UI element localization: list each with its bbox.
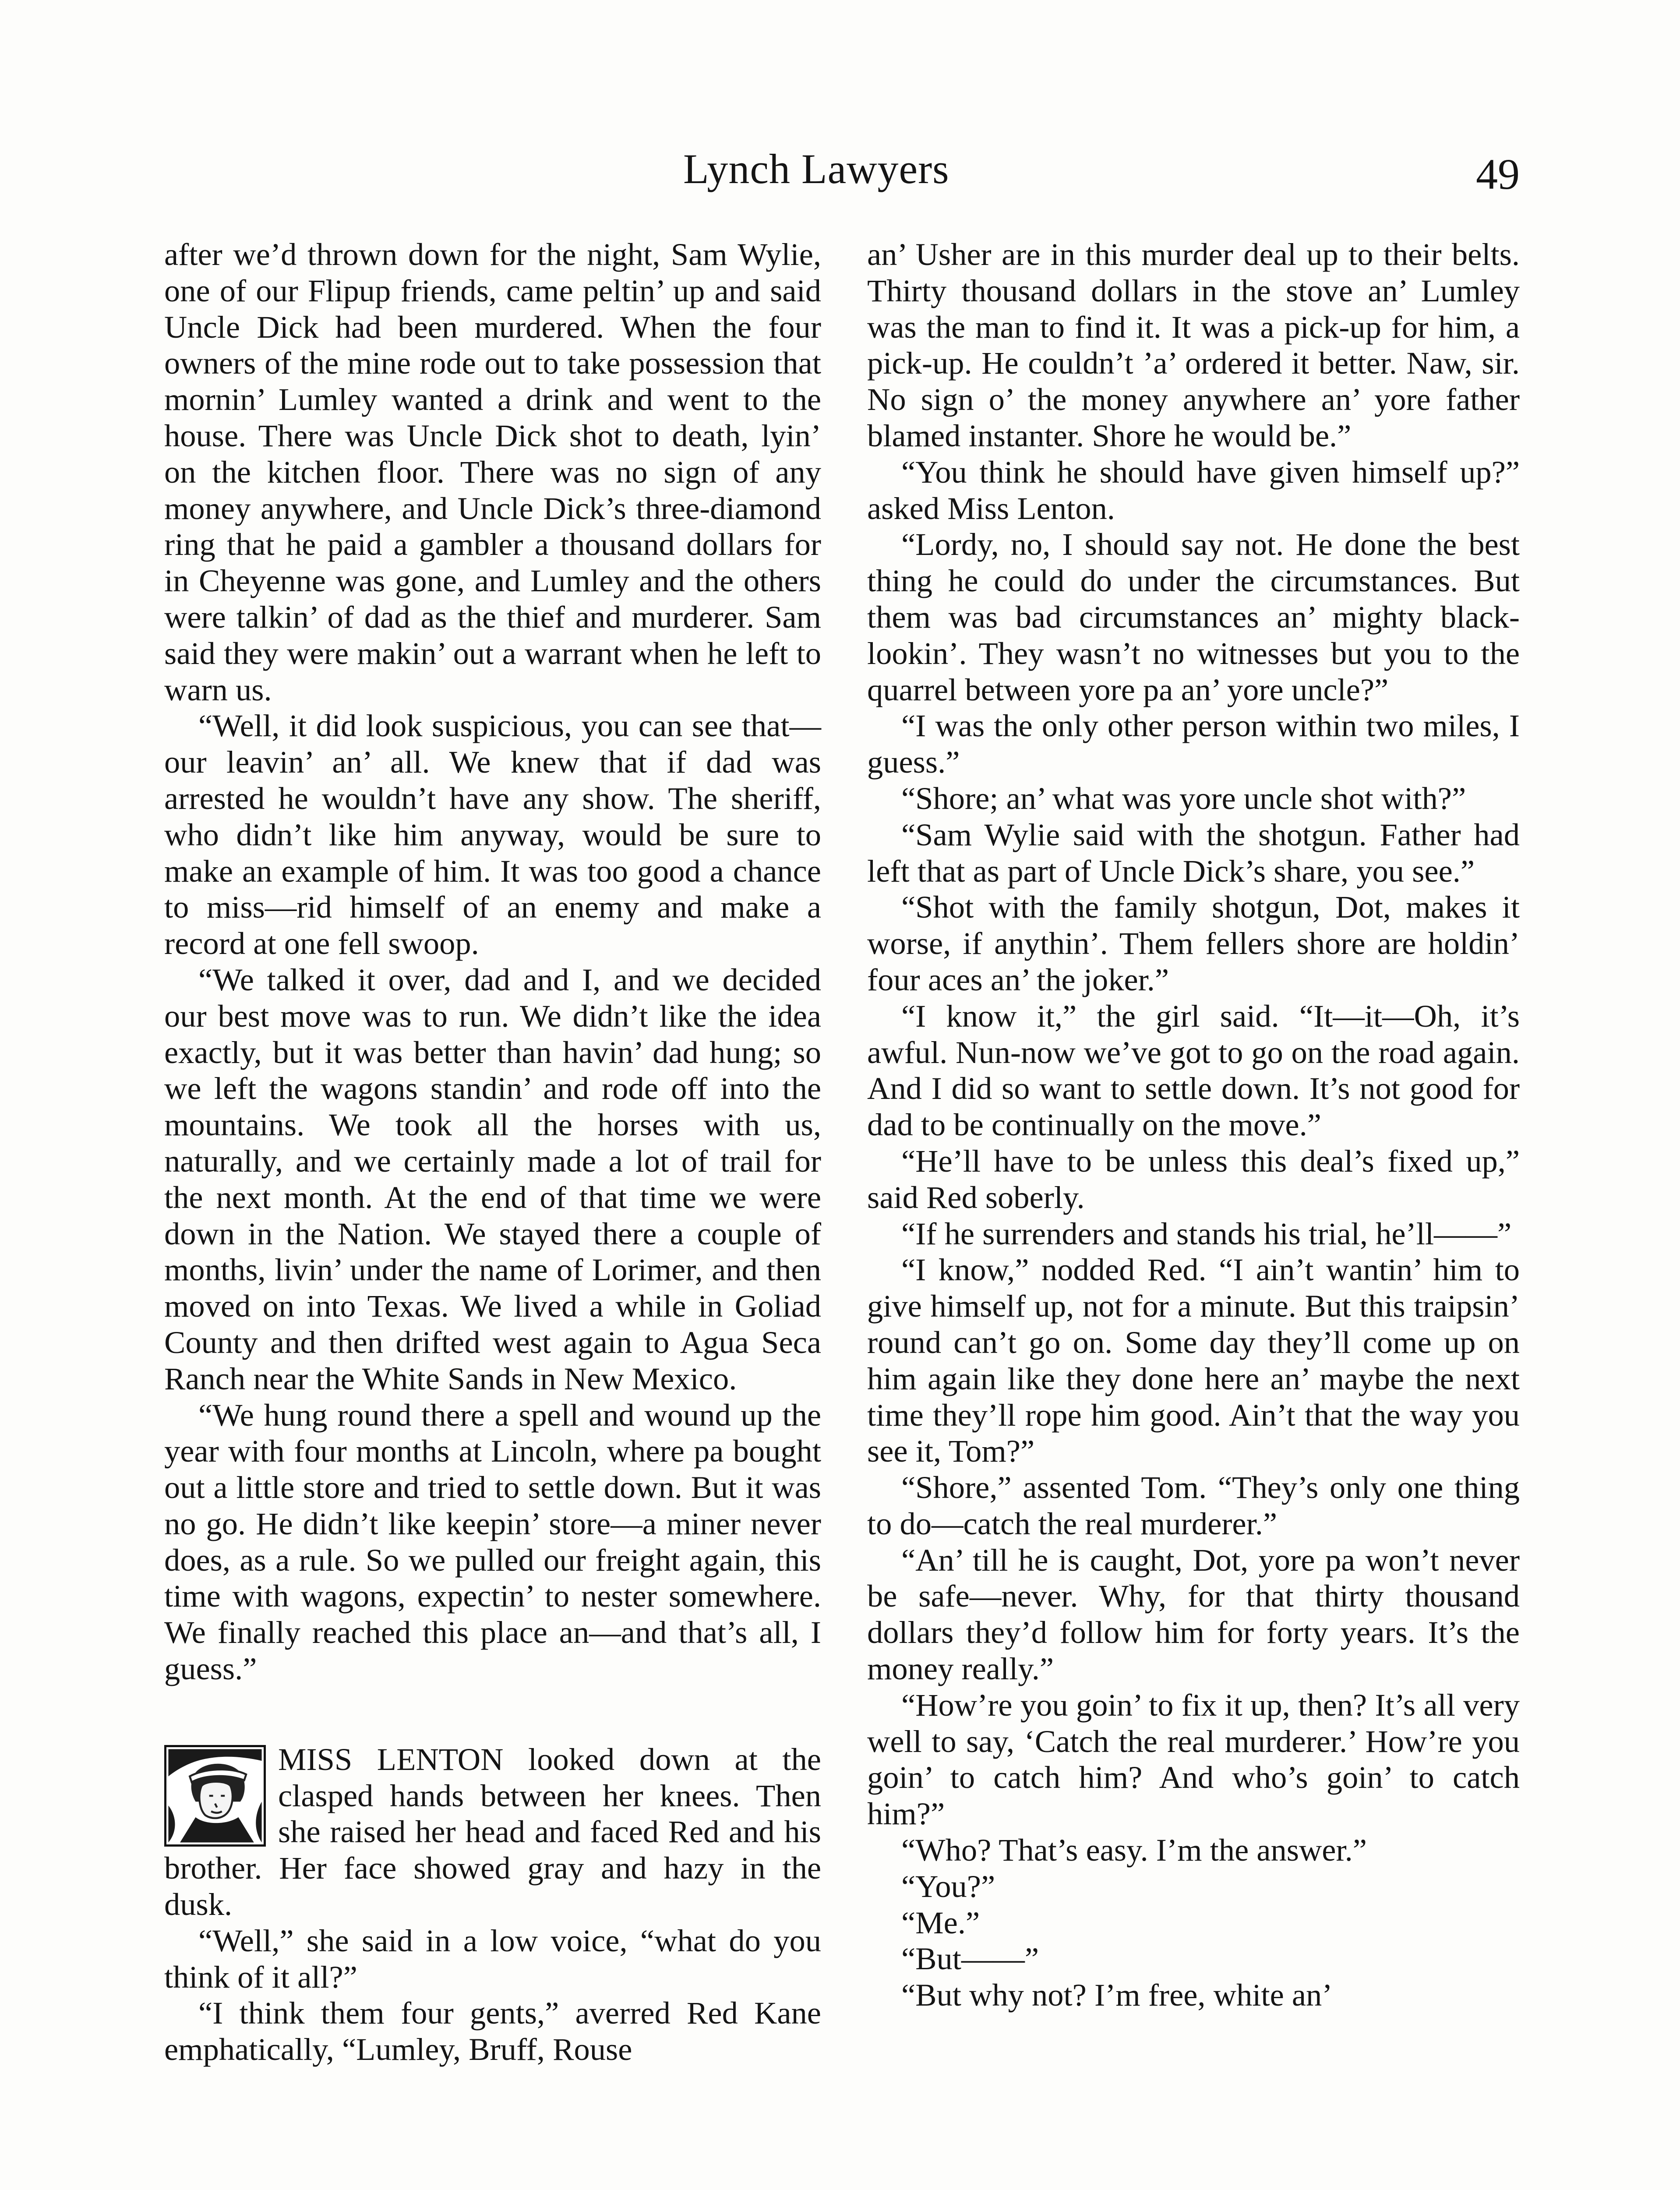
right-paragraph-10: “If he surrenders and stands his trial, he’ll——” xyxy=(901,1215,1512,1251)
running-title: Lynch Lawyers xyxy=(683,145,949,192)
right-paragraph-4: “I was the only other person within two miles, I guess.” xyxy=(867,708,1520,780)
left-paragraph-4: “We hung round there a spell and wound up the year with four months at Lincoln, where pa bought out a little store and tried to settle down. But it was no go. He didn’t like keepin’ store—a miner never does, as a rule. So we pulled our freight again, this time with wagons, expectin’ to nester somewhere. We finally reached this place an—and that’s all, I guess.” xyxy=(164,1397,821,1687)
right-paragraph-9: “He’ll have to be unless this deal’s fixed up,” said Red soberly. xyxy=(867,1143,1520,1215)
left-paragraph-2: “Well, it did look suspicious, you can see that—our leavin’ an’ all. We knew that if dad was arrested he wouldn’t have any show. The sheriff, who didn’t like him anyway, would be sure to make an example of him. It was too good a chance to miss—rid himself of an enemy and make a record at one fell swoop. xyxy=(164,708,821,961)
right-paragraph-8: “I know it,” the girl said. “It—it—Oh, it’s awful. Nun-now we’ve got to go on the road again. And I did so want to settle down. It’s not good for dad to be continually on the move.” xyxy=(867,998,1520,1143)
right-paragraph-15: “Who? That’s easy. I’m the answer.” xyxy=(901,1832,1367,1868)
left-column xyxy=(164,237,821,2068)
section-opening-paragraph: MISS LENTON looked down at the clasped hands between her knees. Then she raised her head and faced Red and his brother. Her face showed gray and hazy in the dusk. xyxy=(164,1741,821,1922)
left-paragraph-6: “I think them four gents,” averred Red Kane emphatically, “Lumley, Bruff, Rouse xyxy=(164,1995,821,2067)
right-paragraph-11: “I know,” nodded Red. “I ain’t wantin’ him to give himself up, not for a minute. But this traipsin’ round can’t go on. Some day they’ll come up on him again like they done here an’ maybe the next time they’ll rope him good. Ain’t that the way you see it, Tom?” xyxy=(867,1252,1520,1469)
right-paragraph-18: “But——” xyxy=(901,1941,1039,1977)
right-paragraph-2: “You think he should have given himself up?” asked Miss Lenton. xyxy=(867,454,1520,526)
right-paragraph-19: “But why not? I’m free, white an’ xyxy=(901,1977,1333,2013)
left-paragraph-5: “Well,” she said in a low voice, “what do you think of it all?” xyxy=(164,1922,821,1995)
right-paragraph-17: “Me.” xyxy=(901,1904,980,1940)
right-paragraph-1: an’ Usher are in this murder deal up to their belts. Thirty thousand dollars in the stove an’ Lumley was the man to find it. It was a pick-up for him, a pick-up. He couldn’t ’a’ ordered it better. Naw, sir. No sign o’ the money anywhere an’ yore father blamed instanter. Shore he would be.” xyxy=(867,237,1520,453)
section-opening xyxy=(164,1741,821,1923)
section-break xyxy=(164,1687,821,1741)
left-paragraph-3: “We talked it over, dad and I, and we decided our best move was to run. We didn’t like the idea exactly, but it was better than havin’ dad hung; so we left the wagons standin’ and rode off into the mountains. We took all the horses with us, naturally, and we certainly made a lot of trail for the next month. At the end of that time we were down in the Nation. We stayed there a couple of months, livin’ under the name of Lorimer, and then moved on into Texas. We lived a while in Goliad County and then drifted west again to Agua Seca Ranch near the White Sands in New Mexico. xyxy=(164,961,821,1396)
right-paragraph-13: “An’ till he is caught, Dot, yore pa won’t never be safe—never. Why, for that thirty thousand dollars they’d follow him for forty years. It’s the money really.” xyxy=(867,1542,1520,1687)
right-paragraph-6: “Sam Wylie said with the shotgun. Father had left that as part of Uncle Dick’s share, you see.” xyxy=(867,816,1520,889)
left-paragraph-1: after we’d thrown down for the night, Sam Wylie, one of our Flipup friends, came peltin’ up and said Uncle Dick had been murdered. When the four owners of the mine rode out to take possession that mornin’ Lumley wanted a drink and went to the house. There was Uncle Dick shot to death, lyin’ on the kitchen floor. There was no sign of any money anywhere, and Uncle Dick’s three-diamond ring that he paid a gambler a thousand dollars for in Cheyenne was gone, and Lumley and the others were talkin’ of dad as the thief and murderer. Sam said they were makin’ out a warrant when he left to warn us. xyxy=(164,237,821,707)
right-paragraph-14: “How’re you goin’ to fix it up, then? It’s all very well to say, ‘Catch the real murderer.’ How’re you goin’ to catch him? And who’s goin’ to catch him?” xyxy=(867,1687,1520,1832)
right-paragraph-5: “Shore; an’ what was yore uncle shot with?” xyxy=(901,780,1466,816)
right-paragraph-3: “Lordy, no, I should say not. He done the best thing he could do under the circumstances. But them was bad circumstances an’ mighty black-lookin’. They wasn’t no witnesses but you to the quarrel between yore pa an’ yore uncle?” xyxy=(867,526,1520,707)
right-paragraph-16: “You?” xyxy=(901,1868,995,1904)
right-paragraph-7: “Shot with the family shotgun, Dot, makes it worse, if anythin’. Them fellers shore are holdin’ four aces an’ the joker.” xyxy=(867,889,1520,997)
page-number: 49 xyxy=(1476,150,1520,198)
right-column xyxy=(867,237,1520,2013)
right-paragraph-12: “Shore,” assented Tom. “They’s only one thing to do—catch the real murderer.” xyxy=(867,1469,1520,1541)
woman-portrait-vignette-icon xyxy=(164,1745,266,1847)
